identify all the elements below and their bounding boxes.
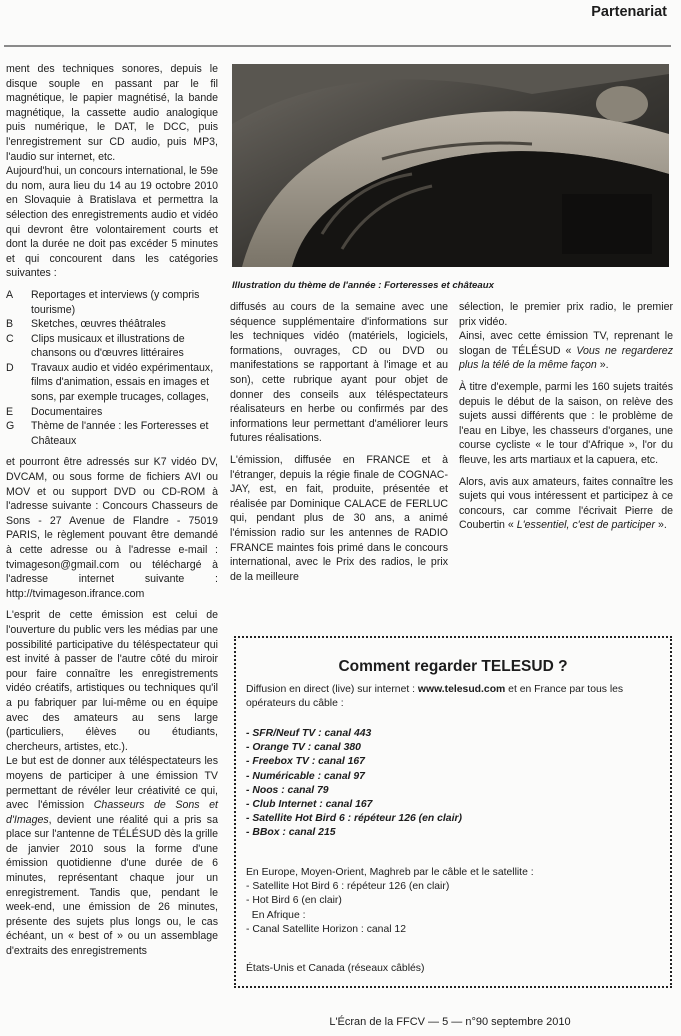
channel-item: - Satellite Hot Bird 6 : répéteur 126 (en clair) (246, 813, 462, 825)
channel-item: - Numéricable : canal 97 (246, 770, 365, 782)
header-rule (4, 45, 671, 47)
europe-item: - Canal Satellite Horizon : canal 12 (246, 923, 406, 935)
channel-item: - Club Internet : canal 167 (246, 799, 373, 811)
article-column-2 (230, 300, 448, 584)
article-column-1 (6, 62, 218, 959)
europe-list (246, 866, 662, 937)
europe-item: En Afrique : (246, 909, 306, 921)
channel-item: - Orange TV : canal 380 (246, 742, 361, 754)
category-item: D Travaux audio et vidéo expérimentaux, films d'animation, essais en images et sons, par exemple trucages, collages, (6, 361, 214, 404)
paragraph: L'esprit de cette émission est celui de l'ouverture du public vers les médias par une possibilité participative du téléspectateur qui est invité à passer de l'autre côté du miroir pour faire connaître les enregistrements vidéo créatifs, artistiques ou techniques qu'il a pu fabriquer par lui-même ou en équipe avec des amateurs au sens large (particuliers, élèves ou étudiants, chercheurs, artistes, etc.). (6, 609, 218, 753)
paragraph: sélection, le premier prix radio, le premier prix vidéo. (459, 301, 673, 328)
photo-caption: Illustration du thème de l'année : Forteresses et châteaux (232, 280, 494, 291)
paragraph: et pourront être adressés sur K7 vidéo DV, DVCAM, ou sous forme de fichiers AVI ou MOV et ou support DVD ou CD-ROM à l'adresse suivante : Concours Chasseurs de Sons - 27 Avenue de Flandre - 75019 PARIS, le règlement pouvant être demandé à cette adresse ou à l'adresse e-mail : tvimageson@gmail.com ou téléchargé à l'adresse internet suivante : http://tvimageson.ifrance.com (6, 456, 218, 600)
paragraph: Alors, avis aux amateurs, faites connaître les sujets qui vous intéressent et participez à ce concours, car comme l'écrivait Pierre de Coubertin « L'essentiel, c'est de participer ». (459, 475, 673, 532)
category-item: A Reportages et interviews (y compris tourisme) (6, 288, 200, 316)
section-title: Partenariat (591, 4, 667, 20)
page-footer: L'Écran de la FFCV — 5 — n°90 septembre 2010 (329, 1016, 571, 1028)
europe-heading: En Europe, Moyen-Orient, Maghreb par le câble et le satellite : (246, 867, 534, 878)
usa-line: États-Unis et Canada (réseaux câblés) (246, 963, 425, 974)
category-item: E Documentaires (6, 405, 103, 418)
channel-list (246, 727, 662, 841)
channel-item: - Noos : canal 79 (246, 784, 329, 796)
info-box-title: Comment regarder TELESUD ? (338, 658, 568, 675)
category-item: G Thème de l'année : les Forteresses et Châteaux (6, 420, 209, 447)
channel-item: - Freebox TV : canal 167 (246, 756, 365, 768)
paragraph: Le but est de donner aux téléspectateurs les moyens de participer à une émission TV permettant de révéler leur créativité ce qui, avec l'émission Chasseurs de Sons et d'Images, devient une réalité qui a pris sa place sur l'antenne de TÉLÉSUD dès la grille de janvier 2010 sous la forme d'une émission quotidienne d'une durée de 6 minutes, représentant chaque jour un enregistrement. Tandis que, pendant le week-end, une émission de 26 minutes, présente des sujets plus longs ou, le cas échéant, un « best of » ou un assemblage d'extraits des enregistrements (6, 755, 218, 958)
category-item: C Clips musicaux et illustrations de chansons ou d'œuvres littéraires (6, 332, 185, 360)
europe-item: - Satellite Hot Bird 6 : répéteur 126 (en clair) (246, 881, 450, 893)
channel-item: - SFR/Neuf TV : canal 443 (246, 728, 372, 739)
category-list (6, 288, 218, 449)
europe-item: - Hot Bird 6 (en clair) (246, 895, 342, 907)
channel-item: - BBox : canal 215 (246, 827, 336, 839)
article-photo (232, 64, 669, 267)
paragraph: L'émission, diffusée en FRANCE et à l'étranger, depuis la régie finale de COGNAC-JAY, est, en fait, produite, présentée et réalisée par Dominique CALACE de FERLUC qui, pendant plus de 30 ans, a animé l'émission radio sur les antennes de RADIO FRANCE maintes fois primé dans le concours international, avec le Prix des radios, le prix de la meilleure (230, 453, 448, 583)
paragraph: Aujourd'hui, un concours international, le 59e du nom, aura lieu du 14 au 19 octobre 2010 en Slovaquie à Bratislava et permettra la sélection des enregistrements audio et vidéo qui devront être volontairement courts et dont la durée ne doit pas excéder 5 minutes et qui concourent dans les catégories suivantes : (6, 165, 218, 280)
article-column-3 (459, 300, 673, 533)
category-item: B Sketches, œuvres théâtrales (6, 318, 166, 331)
paragraph: ment des techniques sonores, depuis le disque souple en passant par le fil magnétique, le papier magnétisé, la bande magnétique, la cassette audio analogique puis numérique, le DAT, le DCC, puis l'enregistrement sur CD audio, puis MP3, l'audio sur internet, etc. (6, 63, 218, 163)
paragraph: Ainsi, avec cette émission TV, reprenant le slogan de TÉLÉSUD « Vous ne regarderez plus la télé de la même façon ». (459, 330, 673, 372)
website-link[interactable]: www.telesud.com (417, 684, 506, 695)
paragraph: À titre d'exemple, parmi les 160 sujets traités depuis le début de la saison, on relève des sujets aussi différents que : le problème de l'eau en Libye, les chasseurs d'organes, une course cycliste « le tour d'Afrique », l'or du fleuve, les arts martiaux et la capuera, etc. (459, 380, 673, 466)
paragraph: diffusés au cours de la semaine avec une séquence supplémentaire d'informations sur les techniques vidéo (matériels, logiciels, formations, ouvrages, CD ou DVD ou manifestations se rapportant à l'image et au son), cette rubrique ayant pour objet de donner des conseils aux téléspectateurs réalisateurs en herbe ou confirmés par des informations leur permettant d'améliorer leurs futures réalisations. (230, 301, 448, 445)
info-box-intro: Diffusion en direct (live) sur internet : www.telesud.com et en France par tous les opérateurs du câble : (246, 684, 624, 709)
